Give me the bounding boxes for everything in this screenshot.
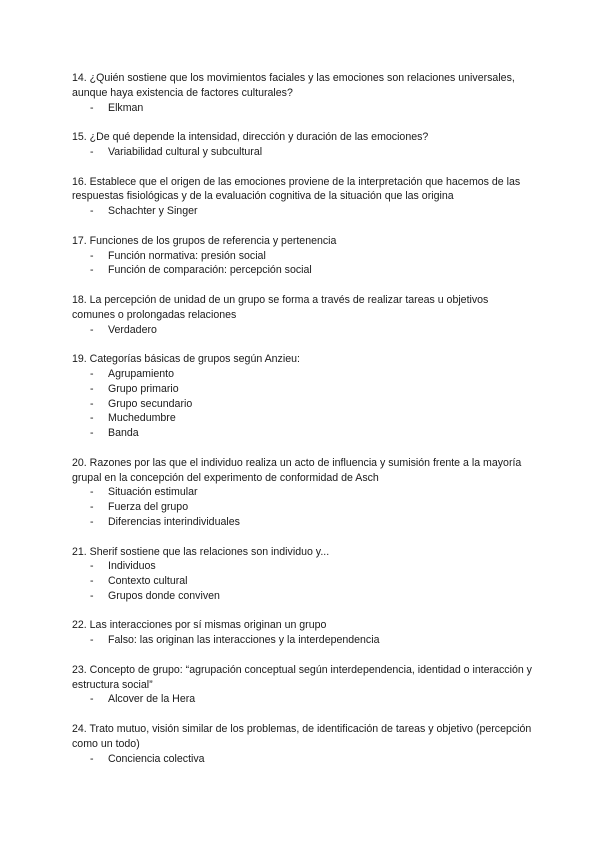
answer-text: Grupos donde conviven [108, 589, 220, 602]
bullet-dash: - [90, 101, 94, 114]
bullet-dash: - [90, 486, 94, 499]
question-text: 19. Categorías básicas de grupos según Anzieu: [72, 353, 300, 366]
question-block [72, 175, 532, 219]
question-text: 17. Funciones de los grupos de referencia y pertenencia [72, 234, 337, 247]
question-block [72, 71, 532, 115]
answer-list [72, 101, 532, 116]
answer-item [72, 500, 532, 515]
answer-list [72, 633, 532, 648]
answer-text: Individuos [108, 560, 156, 573]
bullet-dash: - [90, 560, 94, 573]
answer-item [72, 204, 532, 219]
question-block [72, 234, 532, 278]
answer-item [72, 752, 532, 767]
answer-item [72, 397, 532, 412]
question-text: 21. Sherif sostiene que las relaciones son individuo y... [72, 545, 330, 558]
spacer [72, 648, 532, 663]
spacer [72, 604, 532, 619]
answer-item [72, 382, 532, 397]
answer-item [72, 101, 532, 116]
spacer [72, 441, 532, 456]
answer-list [72, 559, 532, 603]
question-text: 15. ¿De qué depende la intensidad, dirección y duración de las emociones? [72, 131, 429, 144]
answer-text: Grupo primario [108, 382, 179, 395]
answer-item [72, 367, 532, 382]
bullet-dash: - [90, 752, 94, 765]
answer-item [72, 589, 532, 604]
question-text: 24. Trato mutuo, visión similar de los problemas, de identificación de tareas y objetivo (percepción como un todo) [72, 723, 532, 750]
bullet-dash: - [90, 382, 94, 395]
answer-item [72, 692, 532, 707]
question-block [72, 722, 532, 766]
question-block [72, 130, 532, 160]
answer-item [72, 249, 532, 264]
spacer [72, 219, 532, 234]
answer-text: Fuerza del grupo [108, 501, 189, 514]
answer-text: Agrupamiento [108, 367, 174, 380]
question-block [72, 352, 532, 441]
question-text: 20. Razones por las que el individuo realiza un acto de influencia y sumisión frente a la mayoría grupal en la concepción del experimento de conformidad de Asch [72, 456, 522, 484]
answer-item [72, 263, 532, 278]
bullet-dash: - [90, 145, 94, 158]
answer-text: Grupo secundario [108, 397, 193, 410]
answer-list [72, 145, 532, 160]
bullet-dash: - [90, 693, 94, 706]
question-text: 14. ¿Quién sostiene que los movimientos faciales y las emociones son relaciones universales, aunque haya existencia de factores culturales? [72, 72, 515, 99]
answer-text: Alcover de la Hera [108, 693, 196, 706]
question-block [72, 545, 532, 604]
answer-text: Banda [108, 427, 139, 440]
answer-text: Schachter y Singer [108, 205, 198, 218]
bullet-dash: - [90, 264, 94, 277]
question-block [72, 663, 532, 707]
answer-item [72, 559, 532, 574]
bullet-dash: - [90, 323, 94, 336]
bullet-dash: - [90, 589, 94, 602]
answer-item [72, 145, 532, 160]
bullet-dash: - [90, 367, 94, 380]
answer-item [72, 323, 532, 338]
bullet-dash: - [90, 515, 94, 528]
question-text: 22. Las interacciones por sí mismas originan un grupo [72, 619, 327, 632]
answer-item [72, 485, 532, 500]
answer-item [72, 411, 532, 426]
answer-text: Verdadero [108, 323, 157, 336]
answer-text: Función normativa: presión social [108, 249, 266, 262]
bullet-dash: - [90, 501, 94, 514]
answer-list [72, 485, 532, 529]
bullet-dash: - [90, 412, 94, 425]
spacer [72, 707, 532, 722]
bullet-dash: - [90, 205, 94, 218]
bullet-dash: - [90, 397, 94, 410]
answer-text: Situación estimular [108, 486, 198, 499]
bullet-dash: - [90, 634, 94, 647]
answer-item [72, 574, 532, 589]
answer-list [72, 323, 532, 338]
spacer [72, 160, 532, 175]
bullet-dash: - [90, 249, 94, 262]
answer-list [72, 249, 532, 279]
spacer [72, 530, 532, 545]
answer-list [72, 204, 532, 219]
answer-list [72, 692, 532, 707]
answer-list [72, 367, 532, 441]
answer-text: Muchedumbre [108, 412, 176, 425]
bullet-dash: - [90, 575, 94, 588]
document-page [72, 71, 532, 766]
question-text: 16. Establece que el origen de las emociones proviene de la interpretación que hacemos de las respuestas fisiológicas y de la evaluación cognitiva de la situación que las origina [72, 175, 521, 203]
bullet-dash: - [90, 427, 94, 440]
answer-list [72, 752, 532, 767]
answer-text: Contexto cultural [108, 575, 188, 588]
answer-text: Elkman [108, 101, 144, 114]
answer-text: Falso: las originan las interacciones y la interdependencia [108, 634, 380, 647]
answer-text: Variabilidad cultural y subcultural [108, 145, 263, 158]
answer-text: Función de comparación: percepción social [108, 264, 312, 277]
question-block [72, 293, 532, 337]
question-block [72, 456, 532, 530]
spacer [72, 115, 532, 130]
answer-item [72, 426, 532, 441]
question-text: 18. La percepción de unidad de un grupo se forma a través de realizar tareas u objetivos comunes o prolongadas relaciones [72, 293, 489, 321]
answer-item [72, 515, 532, 530]
answer-item [72, 633, 532, 648]
answer-text: Conciencia colectiva [108, 752, 205, 765]
answer-text: Diferencias interindividuales [108, 515, 240, 528]
question-block [72, 618, 532, 648]
question-text: 23. Concepto de grupo: “agrupación conceptual según interdependencia, identidad o interacción y estructura social” [72, 663, 532, 691]
spacer [72, 278, 532, 293]
spacer [72, 337, 532, 352]
